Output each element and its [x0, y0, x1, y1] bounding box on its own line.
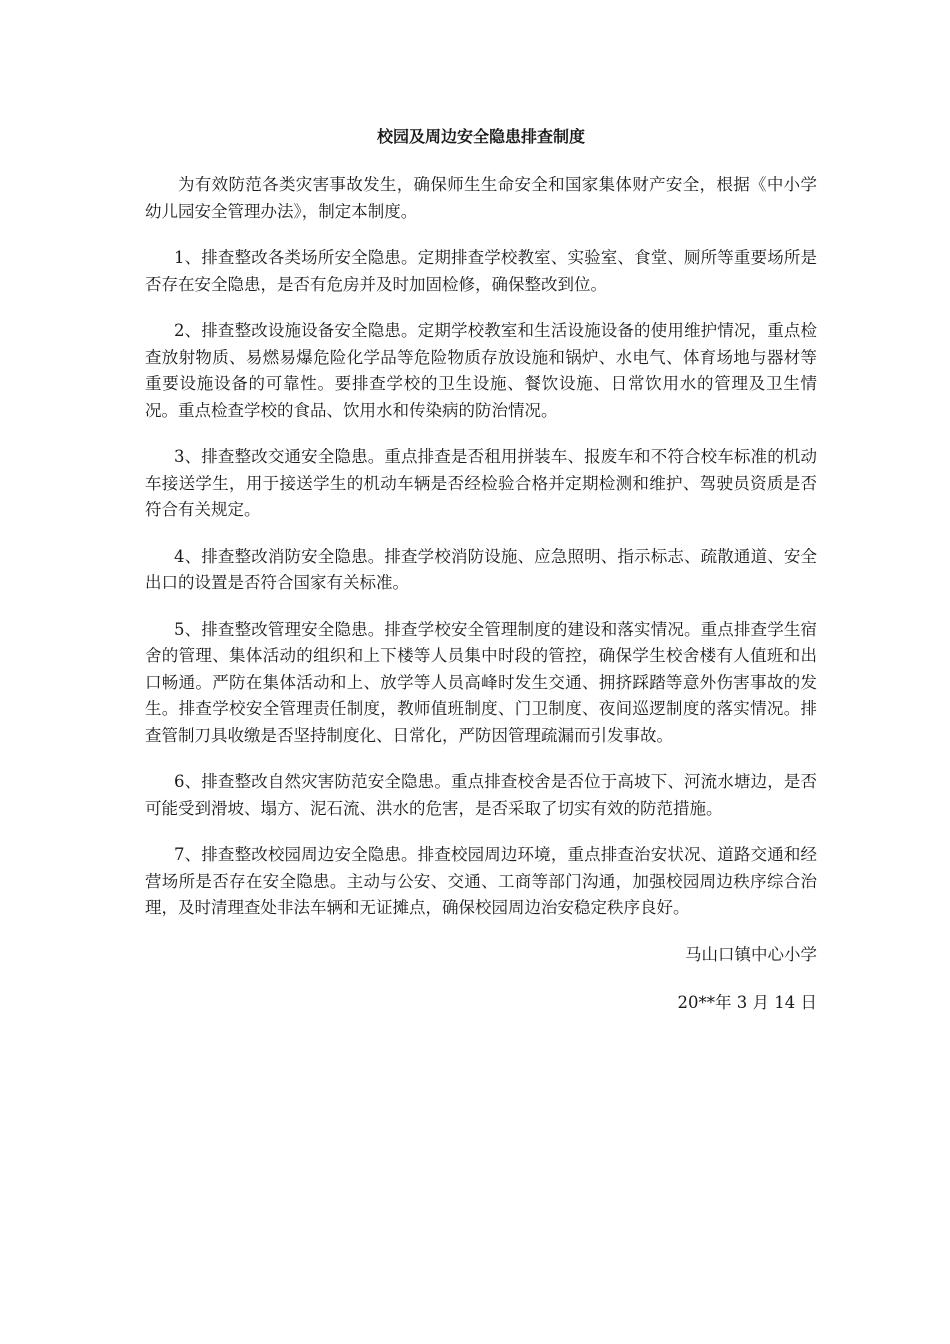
signature-date: 20**年 3 月 14 日: [677, 992, 817, 1012]
item-paragraph-4: 4、排查整改消防安全隐患。排查学校消防设施、应急照明、指示标志、疏散通道、安全出口的设置是否符合国家有关标准。: [145, 546, 817, 592]
item-paragraph-5: 5、排查整改管理安全隐患。排查学校安全管理制度的建设和落实情况。重点排查学生宿舍的管理、集体活动的组织和上下楼等人员集中时段的管控，确保学生校舍楼有人值班和出口畅通。严防在集体活动和上、放学等人员高峰时发生交通、拥挤踩踏等意外伤害事故的发生。排查学校安全管理责任制度，教师值班制度、门卫制度、夜间巡逻制度的落实情况。排查管制刀具收缴是否坚持制度化、日常化，严防因管理疏漏而引发事故。: [145, 619, 817, 745]
item-paragraph-3: 3、排查整改交通安全隐患。重点排查是否租用拼装车、报废车和不符合校车标准的机动车接送学生，用于接送学生的机动车辆是否经检验合格并定期检测和维护、驾驶员资质是否符合有关规定。: [145, 447, 817, 519]
item-paragraph-6: 6、排查整改自然灾害防范安全隐患。重点排查校舍是否位于高坡下、河流水塘边，是否可能受到滑坡、塌方、泥石流、洪水的危害，是否采取了切实有效的防范措施。: [145, 772, 817, 818]
item-paragraph-1: 1、排查整改各类场所安全隐患。定期排查学校教室、实验室、食堂、厕所等重要场所是否存在安全隐患，是否有危房并及时加固检修，确保整改到位。: [145, 248, 817, 294]
document-title: 校园及周边安全隐患排查制度: [376, 127, 585, 146]
item-paragraph-7: 7、排查整改校园周边安全隐患。排查校园周边环境，重点排查治安状况、道路交通和经营场所是否存在安全隐患。主动与公安、交通、工商等部门沟通，加强校园周边秩序综合治理，及时清理查处非法车辆和无证摊点，确保校园周边治安稳定秩序良好。: [145, 845, 817, 917]
document-page: [145, 124, 817, 1016]
signature-school: 马山口镇中心小学: [685, 944, 817, 964]
item-paragraph-2: 2、排查整改设施设备安全隐患。定期学校教室和生活设施设备的使用维护情况，重点检查放射物质、易燃易爆危险化学品等危险物质存放设施和锅炉、水电气、体育场地与器材等重要设施设备的可靠性。要排查学校的卫生设施、餐饮设施、日常饮用水的管理及卫生情况。重点检查学校的食品、饮用水和传染病的防治情况。: [145, 321, 817, 420]
intro-paragraph: 为有效防范各类灾害事故发生，确保师生生命安全和国家集体财产安全，根据《中小学幼儿园安全管理办法》，制定本制度。: [145, 175, 817, 221]
